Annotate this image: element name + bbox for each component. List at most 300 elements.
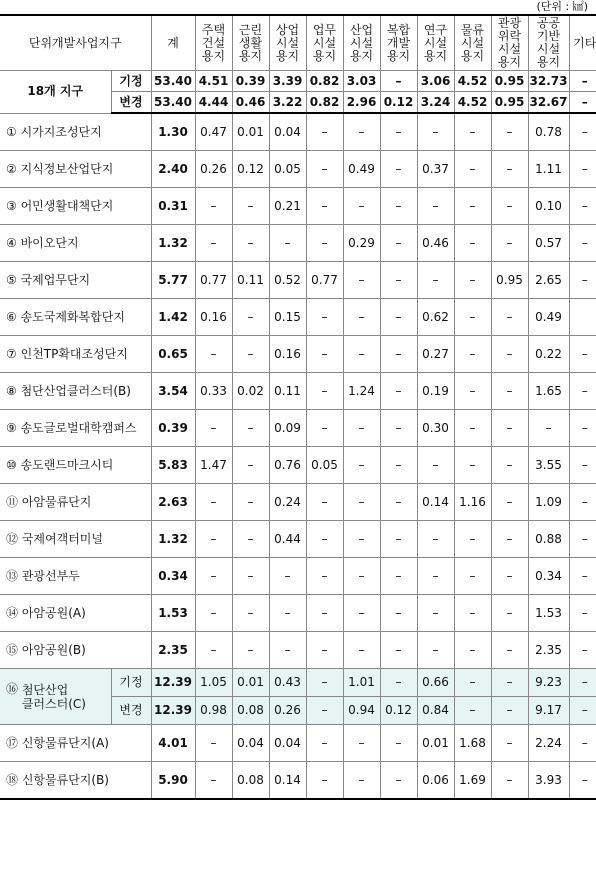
- land-use-table: [0, 14, 596, 800]
- summary-cell: 3.03: [343, 71, 380, 92]
- table-cell: 0.15: [269, 299, 306, 336]
- header-col-text: 시설: [497, 42, 522, 56]
- district-label: 송도글로벌대학캠퍼스: [20, 420, 137, 435]
- district-total: 3.54: [151, 373, 195, 410]
- table-cell: –: [417, 595, 454, 632]
- district-name: [0, 484, 151, 521]
- table-cell: 1.53: [528, 595, 569, 632]
- district-number: ⑦: [6, 346, 17, 361]
- table-cell: 0.77: [195, 262, 232, 299]
- table-cell: –: [232, 595, 269, 632]
- table-cell: –: [569, 762, 596, 800]
- table-cell: –: [491, 725, 528, 762]
- table-cell: –: [454, 447, 491, 484]
- table-cell: –: [232, 484, 269, 521]
- table-cell: –: [380, 373, 417, 410]
- header-col-text: 용지: [386, 48, 411, 63]
- district-name: [0, 725, 151, 762]
- table-cell: –: [343, 336, 380, 373]
- table-cell: –: [417, 113, 454, 151]
- header-col: [232, 15, 269, 71]
- summary-cell: –: [569, 71, 596, 92]
- header-col-text: 주택: [201, 22, 226, 37]
- table-cell: –: [343, 447, 380, 484]
- district-number: ⑨: [6, 420, 17, 435]
- summary-cell: 3.06: [417, 71, 454, 92]
- table-cell: –: [306, 225, 343, 262]
- header-col: [569, 15, 596, 71]
- table-cell: –: [528, 410, 569, 447]
- table-cell: –: [454, 558, 491, 595]
- summary-cell: 4.44: [195, 92, 232, 114]
- district-label: 송도국제화복합단지: [20, 309, 125, 324]
- table-cell: –: [232, 299, 269, 336]
- district-number: ⑫: [6, 531, 19, 546]
- table-cell: –: [195, 725, 232, 762]
- table-cell: 3.55: [528, 447, 569, 484]
- table-cell: –: [195, 762, 232, 800]
- table-cell: 0.08: [232, 697, 269, 725]
- header-col-text: 기반: [536, 29, 561, 43]
- table-cell: 0.04: [269, 113, 306, 151]
- header-col-text: 복합: [386, 22, 411, 37]
- table-row: [0, 558, 596, 595]
- table-cell: –: [491, 410, 528, 447]
- header-col: [454, 15, 491, 71]
- table-cell: –: [491, 558, 528, 595]
- district-total: 5.83: [151, 447, 195, 484]
- table-cell: –: [343, 262, 380, 299]
- table-cell: –: [454, 697, 491, 725]
- summary-row: [0, 71, 596, 92]
- table-cell: –: [269, 632, 306, 669]
- table-cell: –: [343, 113, 380, 151]
- table-cell: –: [306, 725, 343, 762]
- table-cell: –: [569, 632, 596, 669]
- table-cell: 0.11: [232, 262, 269, 299]
- table-row: [0, 632, 596, 669]
- summary-cell: 0.95: [491, 71, 528, 92]
- table-cell: –: [380, 595, 417, 632]
- district-total: 1.32: [151, 521, 195, 558]
- header-col-text: 생활: [238, 35, 263, 50]
- table-cell: –: [454, 410, 491, 447]
- table-cell: 0.01: [417, 725, 454, 762]
- table-cell: –: [232, 188, 269, 225]
- table-cell: 1.11: [528, 151, 569, 188]
- table-cell: –: [491, 697, 528, 725]
- table-row: [0, 373, 596, 410]
- table-cell: –: [343, 762, 380, 800]
- table-cell: –: [380, 151, 417, 188]
- table-cell: –: [569, 188, 596, 225]
- district-total: 1.42: [151, 299, 195, 336]
- unit-label: (단위 : ㎢): [536, 0, 588, 13]
- table-cell: –: [306, 558, 343, 595]
- table-cell: –: [232, 225, 269, 262]
- table-cell: 1.65: [528, 373, 569, 410]
- split-label: 기정: [111, 669, 151, 697]
- table-cell: –: [569, 225, 596, 262]
- header-row: [0, 15, 596, 71]
- header-col-text: 시설: [423, 35, 448, 50]
- district-name: [0, 113, 151, 151]
- summary-cell: 3.24: [417, 92, 454, 114]
- district-label: 어민생활대책단지: [20, 198, 114, 213]
- table-cell: –: [380, 225, 417, 262]
- header-col-text: 기타: [573, 35, 596, 50]
- table-cell: –: [343, 299, 380, 336]
- table-cell: 0.34: [528, 558, 569, 595]
- district-name: [0, 558, 151, 595]
- summary-cell: 4.52: [454, 92, 491, 114]
- table-cell: –: [569, 113, 596, 151]
- table-cell: 0.09: [269, 410, 306, 447]
- table-cell: 0.16: [269, 336, 306, 373]
- table-cell: –: [491, 595, 528, 632]
- table-cell: –: [380, 188, 417, 225]
- table-cell: 0.37: [417, 151, 454, 188]
- table-cell: –: [343, 595, 380, 632]
- table-row: [0, 188, 596, 225]
- table-cell: 2.24: [528, 725, 569, 762]
- table-cell: 1.05: [195, 669, 232, 697]
- table-cell: 0.05: [306, 447, 343, 484]
- summary-name: 18개 지구: [0, 71, 111, 114]
- header-col-text: 위락: [497, 29, 522, 43]
- table-cell: –: [306, 669, 343, 697]
- header-col-text: 산업: [349, 22, 374, 37]
- table-cell: 0.08: [232, 762, 269, 800]
- table-cell: 1.16: [454, 484, 491, 521]
- table-cell: –: [569, 262, 596, 299]
- table-row: [0, 595, 596, 632]
- header-col-text: 개발: [386, 35, 411, 50]
- table-cell: 0.33: [195, 373, 232, 410]
- district-total: 4.01: [151, 725, 195, 762]
- table-cell: 0.49: [343, 151, 380, 188]
- table-cell: –: [569, 373, 596, 410]
- table-cell: 0.22: [528, 336, 569, 373]
- table-cell: –: [380, 262, 417, 299]
- table-cell: 0.16: [195, 299, 232, 336]
- table-cell: 0.21: [269, 188, 306, 225]
- table-cell: –: [380, 299, 417, 336]
- district-total: 0.65: [151, 336, 195, 373]
- district-label: 신항물류단지(B): [21, 772, 109, 787]
- table-cell: –: [380, 762, 417, 800]
- split-row: [0, 669, 596, 697]
- table-cell: –: [454, 373, 491, 410]
- table-cell: [569, 299, 596, 336]
- table-cell: –: [195, 595, 232, 632]
- table-cell: –: [491, 669, 528, 697]
- header-total: 계: [151, 15, 195, 71]
- district-name: [0, 595, 151, 632]
- table-cell: –: [380, 558, 417, 595]
- table-cell: 2.35: [528, 632, 569, 669]
- table-cell: –: [269, 595, 306, 632]
- table-cell: 0.44: [269, 521, 306, 558]
- table-cell: –: [491, 521, 528, 558]
- summary-cell: 32.67: [528, 92, 569, 114]
- header-col: [528, 15, 569, 71]
- table-cell: –: [306, 299, 343, 336]
- district-total: 12.39: [151, 669, 195, 697]
- district-label: 바이오단지: [20, 235, 79, 250]
- district-label: 인천TP확대조성단지: [20, 346, 128, 361]
- header-col: [195, 15, 232, 71]
- table-cell: –: [491, 336, 528, 373]
- table-cell: –: [195, 484, 232, 521]
- table-cell: 0.01: [232, 669, 269, 697]
- table-cell: –: [232, 521, 269, 558]
- district-total: 0.31: [151, 188, 195, 225]
- table-cell: 0.52: [269, 262, 306, 299]
- district-number: ⑰: [6, 735, 19, 750]
- table-cell: –: [569, 447, 596, 484]
- district-total: 2.40: [151, 151, 195, 188]
- table-cell: –: [232, 410, 269, 447]
- table-cell: 0.11: [269, 373, 306, 410]
- table-cell: –: [454, 595, 491, 632]
- district-total: 1.32: [151, 225, 195, 262]
- table-cell: 0.47: [195, 113, 232, 151]
- district-name: [0, 225, 151, 262]
- table-cell: 0.27: [417, 336, 454, 373]
- header-col-text: 연구: [423, 22, 448, 37]
- district-number: ⑪: [6, 494, 19, 509]
- summary-cell: 0.39: [232, 71, 269, 92]
- table-cell: –: [306, 484, 343, 521]
- table-cell: –: [232, 447, 269, 484]
- table-cell: 0.88: [528, 521, 569, 558]
- district-label: 아암공원(A): [21, 605, 86, 620]
- table-cell: –: [417, 632, 454, 669]
- table-cell: –: [343, 521, 380, 558]
- table-cell: 0.62: [417, 299, 454, 336]
- district-total: 0.34: [151, 558, 195, 595]
- table-cell: –: [306, 336, 343, 373]
- table-cell: 0.94: [343, 697, 380, 725]
- summary-cell: 2.96: [343, 92, 380, 114]
- table-row: [0, 447, 596, 484]
- district-label-line: 첨단산업: [21, 682, 69, 697]
- table-cell: 3.93: [528, 762, 569, 800]
- table-cell: 0.14: [417, 484, 454, 521]
- header-col-text: 용지: [536, 55, 561, 69]
- summary-label: 기정: [111, 71, 151, 92]
- table-cell: 1.24: [343, 373, 380, 410]
- summary-cell: 0.95: [491, 92, 528, 114]
- table-cell: 0.01: [232, 113, 269, 151]
- table-cell: 1.09: [528, 484, 569, 521]
- table-cell: –: [491, 113, 528, 151]
- table-cell: –: [380, 447, 417, 484]
- district-number: ⑤: [6, 272, 17, 287]
- table-cell: –: [306, 151, 343, 188]
- header-col-text: 용지: [238, 48, 263, 63]
- table-cell: –: [491, 151, 528, 188]
- table-cell: –: [569, 484, 596, 521]
- table-cell: –: [306, 521, 343, 558]
- header-col-text: 시설: [312, 35, 337, 50]
- header-col-text: 건설: [201, 35, 226, 50]
- table-cell: 0.46: [417, 225, 454, 262]
- table-cell: 0.30: [417, 410, 454, 447]
- table-cell: 0.26: [269, 697, 306, 725]
- table-cell: –: [232, 336, 269, 373]
- table-cell: 0.95: [491, 262, 528, 299]
- district-label-line: 클러스터(C): [21, 696, 86, 711]
- table-cell: –: [306, 632, 343, 669]
- table-cell: –: [343, 484, 380, 521]
- district-name: [0, 262, 151, 299]
- table-cell: –: [491, 447, 528, 484]
- table-cell: –: [454, 521, 491, 558]
- table-cell: 9.17: [528, 697, 569, 725]
- header-col-text: 업무: [312, 22, 337, 37]
- table-cell: 0.02: [232, 373, 269, 410]
- district-number: ⑱: [6, 772, 19, 787]
- table-cell: –: [343, 632, 380, 669]
- summary-cell: 0.82: [306, 92, 343, 114]
- table-cell: –: [380, 725, 417, 762]
- summary-cell: –: [380, 71, 417, 92]
- table-row: [0, 225, 596, 262]
- district-name: [0, 373, 151, 410]
- district-total: 5.90: [151, 762, 195, 800]
- district-name: [0, 521, 151, 558]
- header-col-text: 용지: [460, 48, 485, 63]
- table-cell: 0.24: [269, 484, 306, 521]
- table-cell: 0.43: [269, 669, 306, 697]
- table-cell: 0.05: [269, 151, 306, 188]
- district-number: ⑬: [6, 568, 19, 583]
- table-cell: –: [232, 632, 269, 669]
- district-name: [0, 762, 151, 800]
- table-cell: –: [491, 299, 528, 336]
- table-cell: –: [569, 669, 596, 697]
- district-name: [0, 151, 151, 188]
- district-number: ⑧: [6, 383, 17, 398]
- table-cell: –: [380, 410, 417, 447]
- table-cell: –: [306, 410, 343, 447]
- header-col-text: 용지: [423, 48, 448, 63]
- summary-total: 53.40: [151, 71, 195, 92]
- table-cell: –: [417, 447, 454, 484]
- summary-cell: –: [569, 92, 596, 114]
- district-name: [0, 447, 151, 484]
- summary-cell: 0.82: [306, 71, 343, 92]
- table-cell: –: [343, 558, 380, 595]
- district-label: 국제업무단지: [20, 272, 91, 287]
- table-cell: –: [195, 188, 232, 225]
- table-cell: –: [454, 669, 491, 697]
- table-cell: –: [380, 484, 417, 521]
- table-row: [0, 262, 596, 299]
- table-cell: –: [195, 410, 232, 447]
- table-cell: –: [380, 113, 417, 151]
- district-number: ⑥: [6, 309, 17, 324]
- table-cell: 0.10: [528, 188, 569, 225]
- header-col-text: 시설: [275, 35, 300, 50]
- split-label: 변경: [111, 697, 151, 725]
- district-total: 2.35: [151, 632, 195, 669]
- table-cell: 1.47: [195, 447, 232, 484]
- district-label: 송도랜드마크시티: [20, 457, 114, 472]
- summary-total: 53.40: [151, 92, 195, 114]
- header-col: [306, 15, 343, 71]
- table-cell: 0.84: [417, 697, 454, 725]
- table-cell: –: [454, 632, 491, 669]
- header-col-text: 용지: [497, 55, 522, 69]
- table-cell: 0.12: [232, 151, 269, 188]
- table-cell: 1.01: [343, 669, 380, 697]
- district-name: [0, 336, 151, 373]
- district-number: ②: [6, 161, 17, 176]
- table-cell: –: [569, 151, 596, 188]
- table-cell: 2.65: [528, 262, 569, 299]
- table-cell: 0.76: [269, 447, 306, 484]
- district-name: [0, 410, 151, 447]
- table-cell: 1.68: [454, 725, 491, 762]
- table-cell: 0.04: [232, 725, 269, 762]
- header-col-text: 공공: [536, 16, 561, 30]
- district-total: 1.30: [151, 113, 195, 151]
- header-col: [343, 15, 380, 71]
- table-cell: –: [491, 225, 528, 262]
- header-col-text: 시설: [349, 35, 374, 50]
- table-cell: 0.29: [343, 225, 380, 262]
- table-cell: –: [417, 262, 454, 299]
- table-cell: –: [343, 725, 380, 762]
- header-col-text: 물류: [460, 22, 485, 37]
- table-cell: –: [491, 484, 528, 521]
- table-cell: –: [343, 188, 380, 225]
- district-total: 1.53: [151, 595, 195, 632]
- header-col-text: 시설: [460, 35, 485, 50]
- table-cell: –: [195, 521, 232, 558]
- table-cell: –: [306, 188, 343, 225]
- table-cell: 0.04: [269, 725, 306, 762]
- header-col-text: 용지: [312, 48, 337, 63]
- header-col-text: 시설: [536, 42, 561, 56]
- table-cell: –: [195, 632, 232, 669]
- table-row: [0, 410, 596, 447]
- table-row: [0, 725, 596, 762]
- table-cell: 0.06: [417, 762, 454, 800]
- table-cell: –: [454, 188, 491, 225]
- table-cell: –: [195, 225, 232, 262]
- table-cell: –: [306, 113, 343, 151]
- table-cell: –: [569, 521, 596, 558]
- table-cell: 0.57: [528, 225, 569, 262]
- table-cell: 1.69: [454, 762, 491, 800]
- table-cell: –: [569, 558, 596, 595]
- table-cell: 0.12: [380, 697, 417, 725]
- table-row: [0, 113, 596, 151]
- table-cell: –: [417, 521, 454, 558]
- district-number: ⑯: [6, 681, 19, 696]
- summary-cell: 0.12: [380, 92, 417, 114]
- table-cell: –: [306, 762, 343, 800]
- header-col-text: 용지: [275, 48, 300, 63]
- district-total: 2.63: [151, 484, 195, 521]
- table-cell: –: [195, 336, 232, 373]
- district-number: ③: [6, 198, 17, 213]
- table-cell: –: [491, 373, 528, 410]
